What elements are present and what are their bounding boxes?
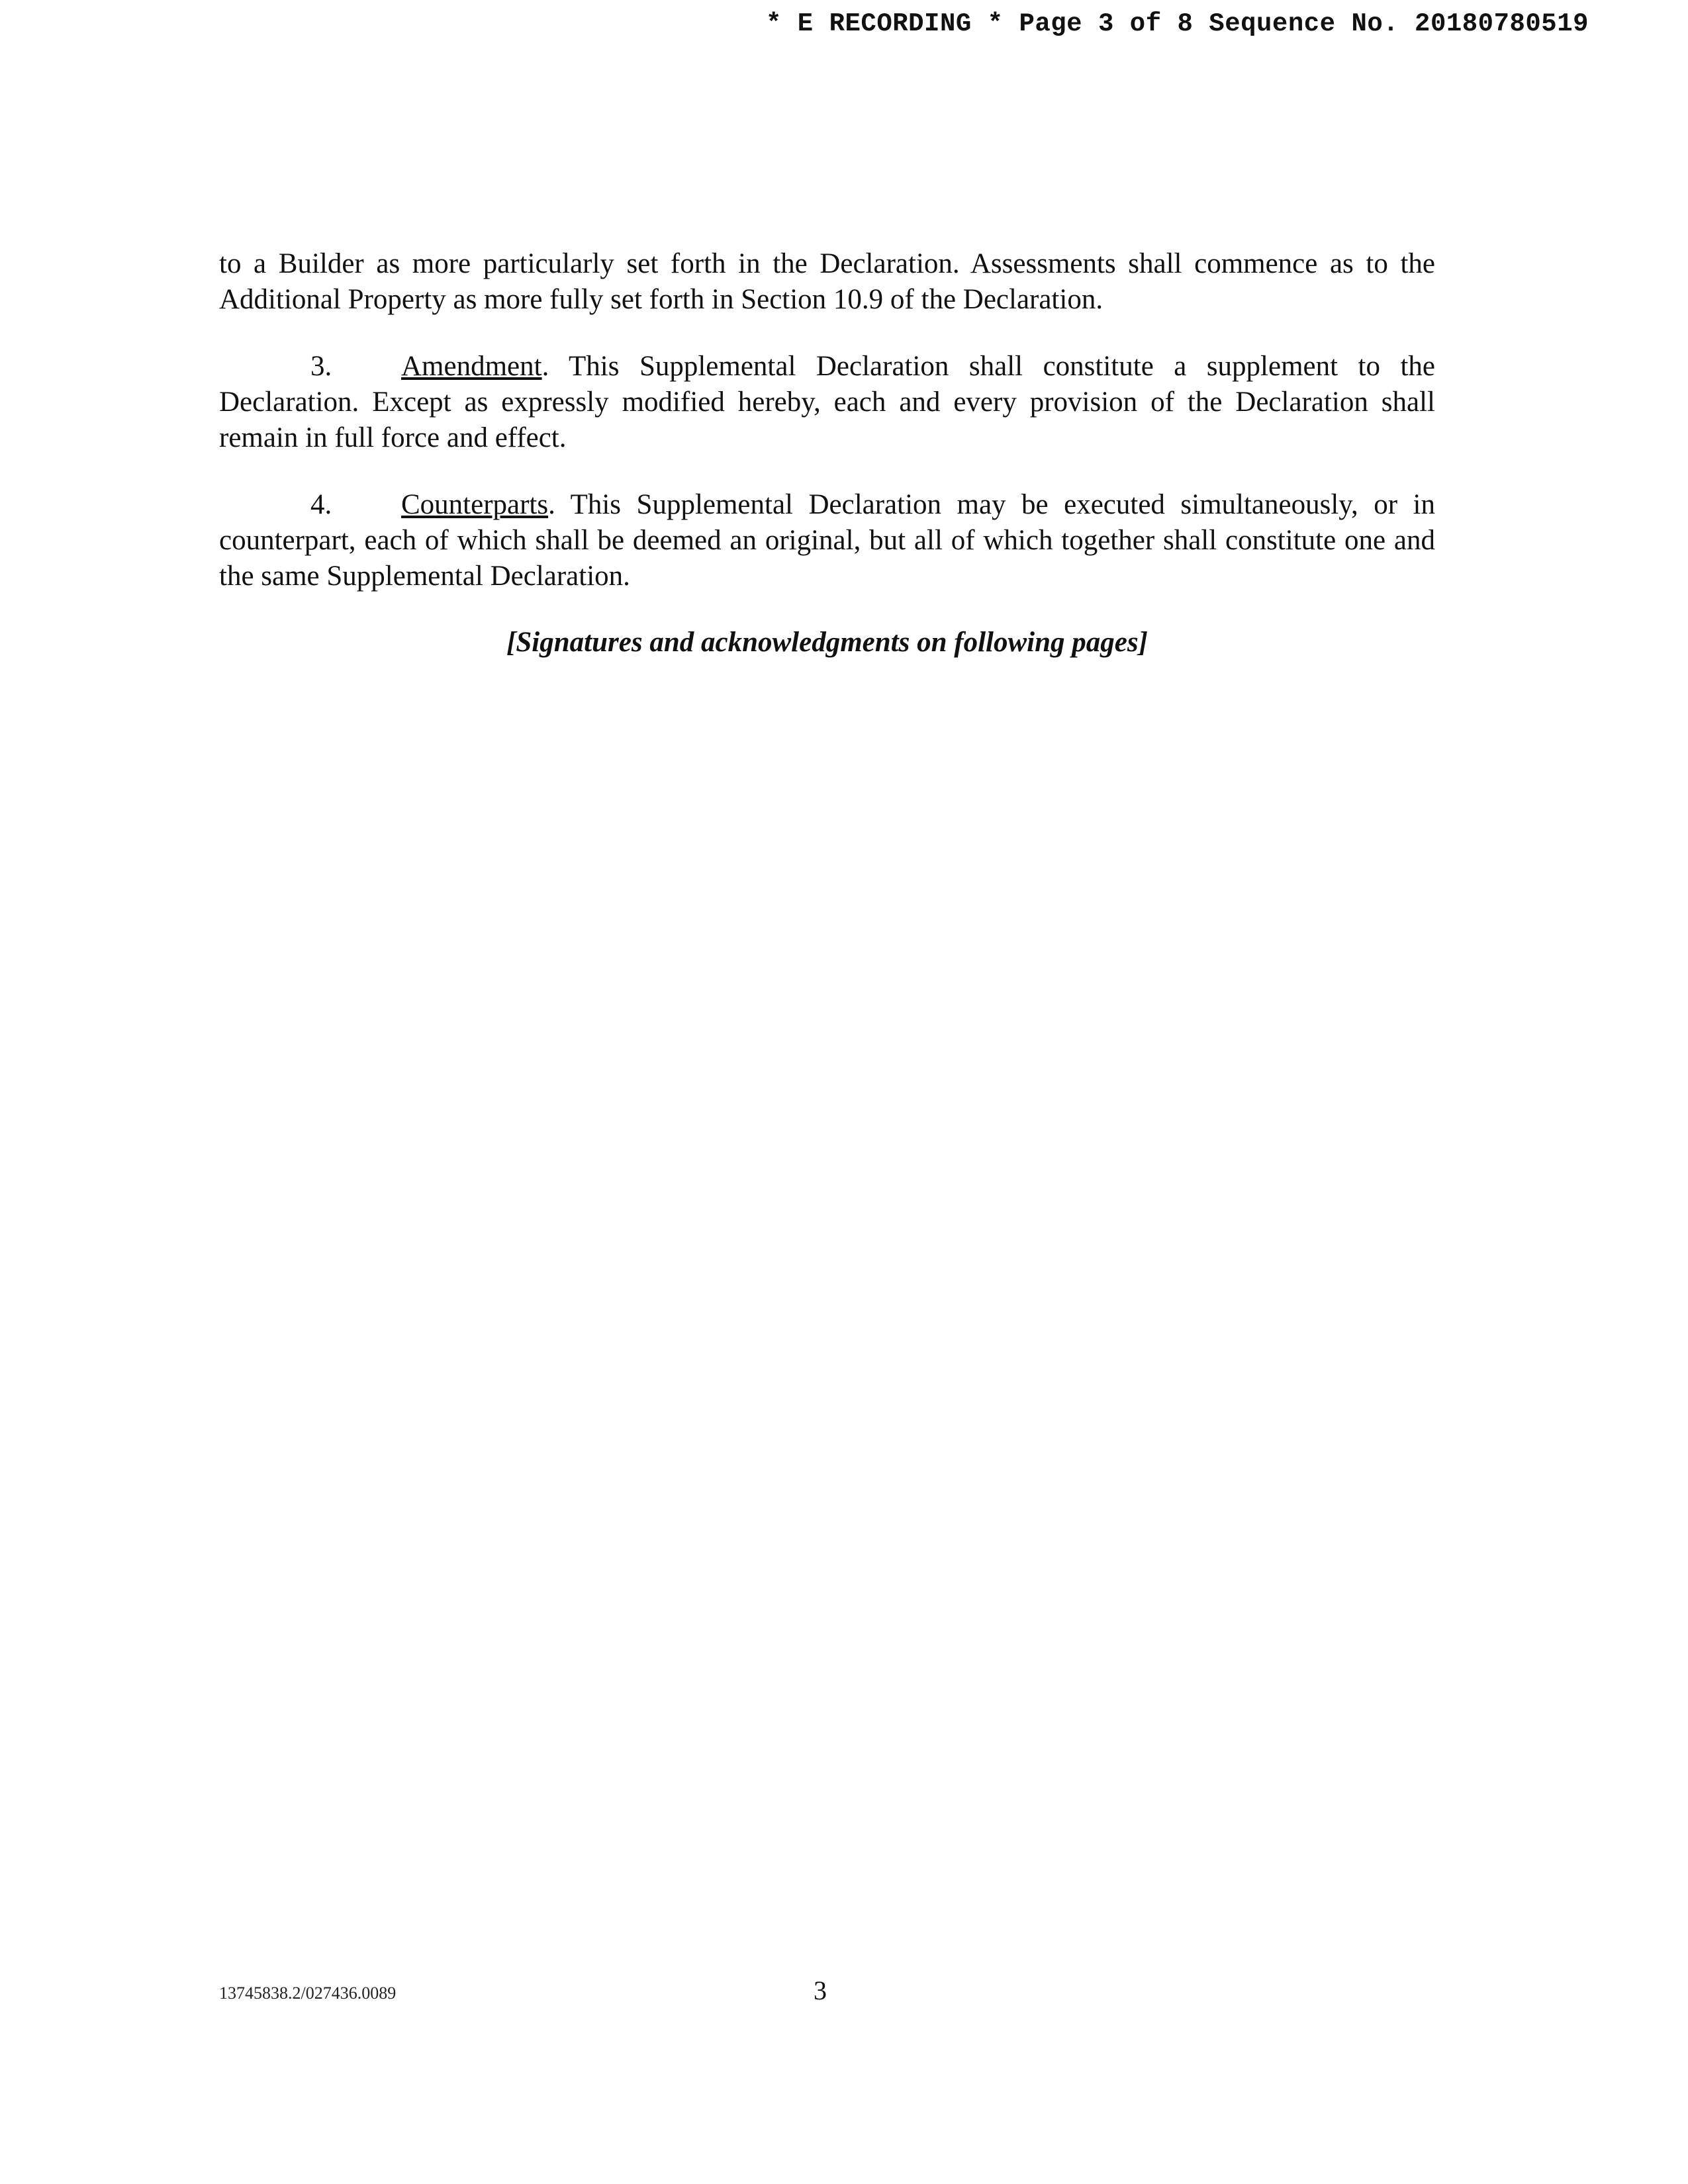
section-3-number: 3. [310, 351, 332, 382]
paragraph-continued: to a Builder as more particularly set forth in the Declaration. Assessments shall commence as to the Additional Property as more fully set forth in Section 10.9 of the Declaration. [219, 248, 1435, 315]
section-3-heading: Amendment [401, 351, 542, 382]
section-4-heading: Counterparts [401, 489, 549, 520]
signature-note: [Signatures and acknowledgments on following pages] [506, 627, 1148, 658]
footer-document-id: 13745838.2/027436.0089 [219, 1983, 397, 2003]
recording-stamp: * E RECORDING * Page 3 of 8 Sequence No. 20180780519 [766, 9, 1589, 38]
section-4-text: . This Supplemental Declaration may be executed simultaneously, or in counterpart, each of which shall be deemed an original, but all of which together shall constitute one and the same Supplemental Declaration. [219, 489, 1435, 592]
section-4-counterparts [219, 487, 1435, 594]
footer-page-number: 3 [814, 1976, 827, 2005]
section-4-number: 4. [310, 489, 332, 520]
section-3-amendment [219, 349, 1435, 456]
section-3-text: . This Supplemental Declaration shall constitute a supplement to the Declaration. Except as expressly modified hereby, each and every provision of the Declaration shall remain in full force and effect. [219, 351, 1435, 453]
